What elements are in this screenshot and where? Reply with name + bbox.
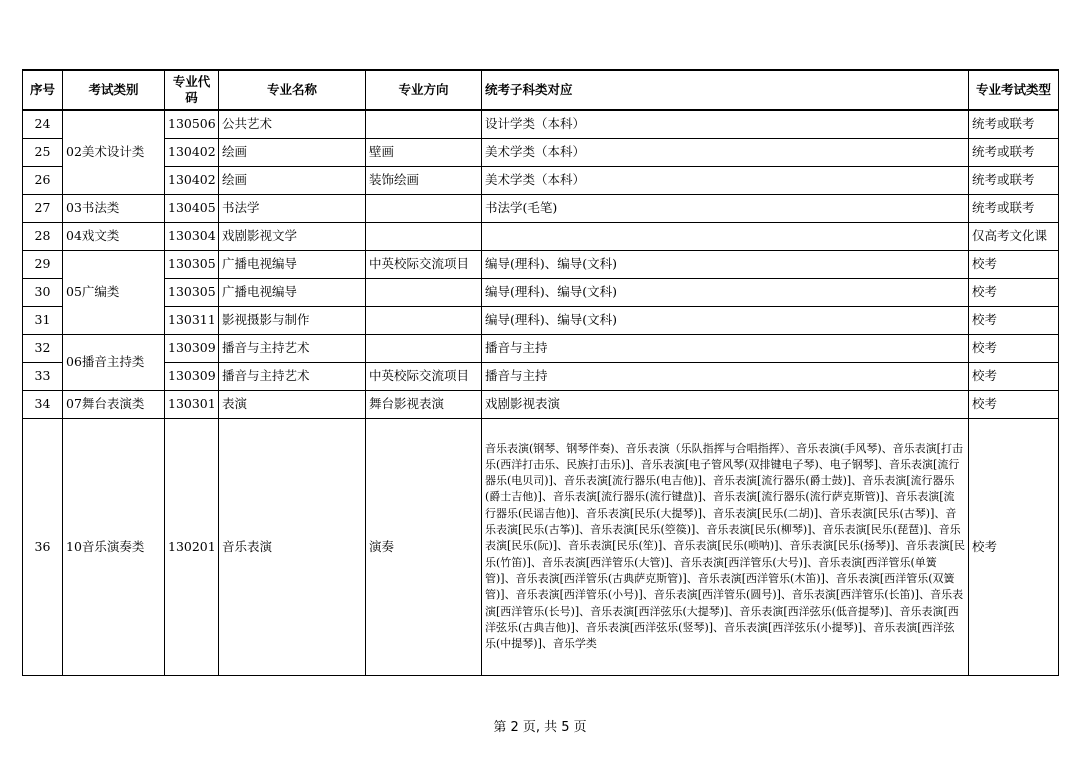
row-exam-type: 校考	[969, 334, 1059, 362]
row-name: 影视摄影与制作	[219, 306, 366, 334]
header-code: 专业代码	[165, 70, 219, 110]
row-name: 音乐表演	[219, 418, 366, 675]
row-exam-type: 统考或联考	[969, 166, 1059, 194]
row-code: 130506	[165, 110, 219, 138]
row-no: 34	[23, 390, 63, 418]
row-direction: 中英校际交流项目	[366, 250, 482, 278]
row-no: 32	[23, 334, 63, 362]
row-name: 戏剧影视文学	[219, 222, 366, 250]
row-direction	[366, 194, 482, 222]
row-code: 130311	[165, 306, 219, 334]
row-exam-type: 校考	[969, 278, 1059, 306]
row-mapping: 编导(理科)、编导(文科)	[482, 306, 969, 334]
row-no: 36	[23, 418, 63, 675]
table-row	[23, 222, 1059, 250]
row-category: 04戏文类	[63, 222, 165, 250]
row-exam-type: 校考	[969, 418, 1059, 675]
row-direction	[366, 306, 482, 334]
row-name: 绘画	[219, 138, 366, 166]
row-mapping: 编导(理科)、编导(文科)	[482, 250, 969, 278]
header-category: 考试类别	[63, 70, 165, 110]
row-mapping: 播音与主持	[482, 334, 969, 362]
header-name: 专业名称	[219, 70, 366, 110]
row-mapping: 美术学类（本科）	[482, 138, 969, 166]
row-no: 33	[23, 362, 63, 390]
row-exam-type: 校考	[969, 306, 1059, 334]
table-row	[23, 418, 1059, 675]
row-name: 公共艺术	[219, 110, 366, 138]
admissions-table	[22, 69, 1059, 676]
row-no: 26	[23, 166, 63, 194]
row-exam-type: 校考	[969, 250, 1059, 278]
row-code: 130405	[165, 194, 219, 222]
row-code: 130305	[165, 250, 219, 278]
row-category: 03书法类	[63, 194, 165, 222]
row-no: 29	[23, 250, 63, 278]
row-category: 06播音主持类	[63, 334, 165, 390]
row-mapping: 戏剧影视表演	[482, 390, 969, 418]
header-no: 序号	[23, 70, 63, 110]
table-row	[23, 334, 1059, 362]
row-mapping: 美术学类（本科）	[482, 166, 969, 194]
table-row	[23, 250, 1059, 278]
row-direction	[366, 110, 482, 138]
row-no: 30	[23, 278, 63, 306]
table-row	[23, 362, 1059, 390]
row-code: 130304	[165, 222, 219, 250]
row-mapping: 音乐表演(钢琴、钢琴伴奏)、音乐表演（乐队指挥与合唱指挥）、音乐表演(手风琴)、音乐表演[打击乐(西洋打击乐、民族打击乐)]、音乐表演[电子管风琴(双排键电子琴)、电子钢琴]、音乐表演[流行器乐(电贝司)]、音乐表演[流行器乐(电吉他)]、音乐表演[流行器乐(爵士鼓)]、音乐表演[流行器乐(爵士吉他)]、音乐表演[流行器乐(流行键盘)]、音乐表演[流行器乐(流行萨克斯管)]、音乐表演[流行器乐(民谣吉他)]、音乐表演[民乐(大提琴)]、音乐表演[民乐(二胡)]、音乐表演[民乐(古琴)]、音乐表演[民乐(古筝)]、音乐表演[民乐(箜篌)]、音乐表演[民乐(柳琴)]、音乐表演[民乐(琵琶)]、音乐表演[民乐(阮)]、音乐表演[民乐(笙)]、音乐表演[民乐(唢呐)]、音乐表演[民乐(扬琴)]、音乐表演[民乐(竹笛)]、音乐表演[西洋管乐(大管)]、音乐表演[西洋管乐(大号)]、音乐表演[西洋管乐(单簧管)]、音乐表演[西洋管乐(古典萨克斯管)]、音乐表演[西洋管乐(木笛)]、音乐表演[西洋管乐(双簧管)]、音乐表演[西洋管乐(小号)]、音乐表演[西洋管乐(圆号)]、音乐表演[西洋管乐(长笛)]、音乐表演[西洋管乐(长号)]、音乐表演[西洋弦乐(大提琴)]、音乐表演[西洋弦乐(低音提琴)]、音乐表演[西洋弦乐(古典吉他)]、音乐表演[西洋弦乐(竖琴)]、音乐表演[西洋弦乐(小提琴)]、音乐表演[西洋弦乐(中提琴)]、音乐学类	[482, 418, 969, 675]
row-exam-type: 统考或联考	[969, 194, 1059, 222]
row-exam-type: 校考	[969, 390, 1059, 418]
row-name: 表演	[219, 390, 366, 418]
row-name: 广播电视编导	[219, 278, 366, 306]
row-code: 130309	[165, 362, 219, 390]
row-direction: 中英校际交流项目	[366, 362, 482, 390]
table-row	[23, 194, 1059, 222]
row-category: 10音乐演奏类	[63, 418, 165, 675]
header-mapping: 统考子科类对应	[482, 70, 969, 110]
row-exam-type: 仅高考文化课	[969, 222, 1059, 250]
header-exam-type: 专业考试类型	[969, 70, 1059, 110]
row-name: 书法学	[219, 194, 366, 222]
row-code: 130305	[165, 278, 219, 306]
header-row	[23, 70, 1059, 110]
row-mapping: 设计学类（本科）	[482, 110, 969, 138]
row-name: 绘画	[219, 166, 366, 194]
page-footer: 第 2 页, 共 5 页	[493, 720, 587, 735]
row-direction: 装饰绘画	[366, 166, 482, 194]
row-no: 27	[23, 194, 63, 222]
row-direction	[366, 278, 482, 306]
row-direction	[366, 334, 482, 362]
row-exam-type: 校考	[969, 362, 1059, 390]
row-mapping: 编导(理科)、编导(文科)	[482, 278, 969, 306]
row-name: 播音与主持艺术	[219, 334, 366, 362]
row-direction: 壁画	[366, 138, 482, 166]
table-row	[23, 306, 1059, 334]
row-mapping: 书法学(毛笔)	[482, 194, 969, 222]
row-code: 130402	[165, 166, 219, 194]
row-direction	[366, 222, 482, 250]
table-row	[23, 138, 1059, 166]
row-mapping	[482, 222, 969, 250]
row-category: 07舞台表演类	[63, 390, 165, 418]
row-no: 25	[23, 138, 63, 166]
row-direction: 舞台影视表演	[366, 390, 482, 418]
row-no: 24	[23, 110, 63, 138]
row-category: 02美术设计类	[63, 110, 165, 194]
row-direction: 演奏	[366, 418, 482, 675]
row-code: 130301	[165, 390, 219, 418]
row-no: 28	[23, 222, 63, 250]
row-exam-type: 统考或联考	[969, 110, 1059, 138]
row-code: 130201	[165, 418, 219, 675]
table-row	[23, 278, 1059, 306]
row-mapping: 播音与主持	[482, 362, 969, 390]
table-row	[23, 166, 1059, 194]
row-code: 130309	[165, 334, 219, 362]
row-code: 130402	[165, 138, 219, 166]
row-category: 05广编类	[63, 250, 165, 334]
row-no: 31	[23, 306, 63, 334]
row-exam-type: 统考或联考	[969, 138, 1059, 166]
header-direction: 专业方向	[366, 70, 482, 110]
table-row	[23, 110, 1059, 138]
table-row	[23, 390, 1059, 418]
row-name: 广播电视编导	[219, 250, 366, 278]
row-name: 播音与主持艺术	[219, 362, 366, 390]
